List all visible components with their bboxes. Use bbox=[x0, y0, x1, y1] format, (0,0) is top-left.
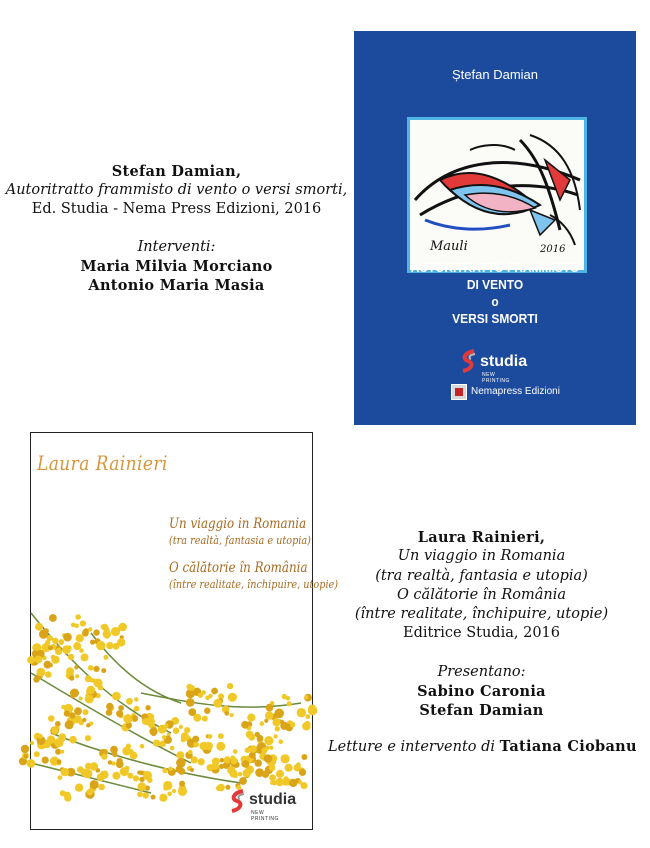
mimosa-blossom bbox=[30, 741, 34, 745]
mimosa-blossom bbox=[255, 759, 262, 766]
mimosa-blossom bbox=[126, 698, 133, 705]
mimosa-blossom bbox=[188, 750, 193, 755]
cover2-subtitle-ro: (între realitate, închipuire, utopie) bbox=[169, 578, 339, 591]
mimosa-blossom bbox=[83, 709, 89, 715]
abstract-painting bbox=[410, 120, 584, 270]
event2-presenter: Sabino Caronia bbox=[417, 683, 546, 701]
mimosa-blossom bbox=[296, 762, 301, 767]
mimosa-blossom bbox=[140, 744, 145, 749]
mimosa-blossom bbox=[86, 723, 90, 727]
mimosa-blossom bbox=[145, 705, 150, 710]
mimosa-blossom bbox=[176, 758, 186, 768]
mimosa-blossom bbox=[27, 656, 35, 664]
studia-logo-word: studia bbox=[480, 353, 528, 370]
event2-readings-person: Tatiana Ciobanu bbox=[499, 738, 637, 755]
mimosa-blossom bbox=[172, 789, 176, 793]
mimosa-blossom bbox=[103, 655, 108, 660]
book-cover-autoritratto bbox=[354, 31, 636, 425]
mimosa-blossom bbox=[193, 714, 201, 722]
mimosa-blossom bbox=[81, 653, 89, 661]
cover1-title-line: VERSI SMORTI bbox=[452, 311, 538, 326]
mimosa-blossom bbox=[208, 734, 213, 739]
mimosa-blossom bbox=[247, 714, 255, 722]
mimosa-blossom bbox=[88, 665, 94, 671]
mimosa-blossom bbox=[173, 727, 180, 734]
mimosa-blossom bbox=[202, 716, 208, 722]
mimosa-blossom bbox=[190, 768, 194, 772]
mimosa-blossom bbox=[42, 757, 49, 764]
mimosa-blossom bbox=[48, 715, 55, 722]
mimosa-blossom bbox=[51, 656, 59, 664]
event2-presenter: Stefan Damian bbox=[419, 702, 544, 720]
mimosa-blossom bbox=[176, 751, 184, 759]
cover2-title-ro: O călătorie în România bbox=[169, 560, 308, 576]
mimosa-blossom bbox=[189, 685, 195, 691]
mimosa-blossom bbox=[205, 696, 210, 701]
mimosa-blossom bbox=[74, 665, 78, 669]
mimosa-blossom bbox=[159, 794, 167, 802]
mimosa-blossom bbox=[282, 694, 287, 699]
mimosa-blossom bbox=[216, 742, 225, 751]
mimosa-blossom bbox=[116, 710, 123, 717]
mimosa-blossom bbox=[64, 794, 71, 801]
mimosa-blossom bbox=[241, 721, 249, 729]
event2-line: O călătorie în România bbox=[396, 586, 567, 603]
mimosa-blossom bbox=[77, 766, 84, 773]
mimosa-blossom bbox=[211, 688, 218, 695]
mimosa-blossom bbox=[201, 690, 206, 695]
mimosa-blossom bbox=[24, 754, 29, 759]
event2-line: (tra realtà, fantasia e utopia) bbox=[375, 567, 588, 584]
mimosa-blossom bbox=[178, 787, 187, 796]
mimosa-blossom bbox=[217, 784, 225, 792]
event1-speakers-label: Interventi: bbox=[137, 239, 216, 255]
mimosa-blossom bbox=[269, 746, 273, 750]
mimosa-blossom bbox=[264, 754, 273, 763]
mimosa-blossom bbox=[151, 795, 156, 800]
mimosa-blossom bbox=[276, 778, 284, 786]
mimosa-blossom bbox=[71, 623, 76, 628]
artist-signature: Mauli bbox=[430, 239, 468, 254]
mimosa-blossom bbox=[90, 762, 98, 770]
mimosa-blossom bbox=[111, 627, 120, 636]
mimosa-blossom bbox=[59, 639, 65, 645]
mimosa-blossom bbox=[38, 734, 43, 739]
mimosa-blossom bbox=[192, 736, 199, 743]
mimosa-blossom bbox=[246, 731, 254, 739]
mimosa-blossom bbox=[245, 747, 251, 753]
mimosa-blossom bbox=[302, 722, 311, 731]
mimosa-blossom bbox=[186, 698, 195, 707]
mimosa-blossom bbox=[191, 756, 198, 763]
mimosa-blossom bbox=[85, 735, 91, 741]
mimosa-blossom bbox=[162, 768, 167, 773]
event2-line: Un viaggio in Romania bbox=[397, 548, 566, 565]
mimosa-blossom bbox=[199, 742, 208, 751]
cover1-title-line: DI VENTO bbox=[466, 277, 524, 292]
mimosa-blossom bbox=[264, 736, 273, 745]
mimosa-blossom bbox=[181, 732, 189, 740]
mimosa-blossom bbox=[123, 714, 132, 723]
mimosa-blossom bbox=[101, 753, 107, 759]
mimosa-blossom bbox=[64, 711, 70, 717]
mimosa-blossom bbox=[143, 792, 149, 798]
mimosa-blossom bbox=[45, 671, 52, 678]
mimosa-blossom bbox=[137, 791, 143, 797]
mimosa-blossom bbox=[44, 661, 52, 669]
mimosa-blossom bbox=[280, 722, 288, 730]
mimosa-blossom bbox=[55, 648, 62, 655]
mimosa-blossom bbox=[90, 780, 99, 789]
mimosa-blossom bbox=[260, 721, 265, 726]
mimosa-blossom bbox=[279, 739, 284, 744]
mimosa-blossom bbox=[227, 767, 234, 774]
mimosa-blossom bbox=[110, 746, 118, 754]
mimosa-blossom bbox=[198, 758, 205, 765]
cover2-author: Laura Rainieri bbox=[37, 451, 168, 475]
mimosa-blossom bbox=[285, 764, 293, 772]
mimosa-blossom bbox=[238, 772, 243, 777]
mimosa-blossom bbox=[70, 694, 74, 698]
event2-info bbox=[313, 528, 650, 721]
mimosa-blossom bbox=[101, 668, 106, 673]
mimosa-blossom bbox=[96, 641, 105, 650]
cover1-artwork bbox=[407, 117, 587, 273]
mimosa-blossom bbox=[269, 774, 276, 781]
mimosa-illustration bbox=[31, 433, 314, 831]
mimosa-blossom bbox=[262, 771, 269, 778]
event2-publisher: Editrice Studia, 2016 bbox=[403, 625, 560, 642]
mimosa-blossom bbox=[242, 760, 249, 767]
mimosa-blossom bbox=[193, 742, 199, 748]
mimosa-blossom bbox=[233, 749, 238, 754]
mimosa-blossom bbox=[168, 767, 172, 771]
mimosa-blossom bbox=[218, 733, 224, 739]
mimosa-blossom bbox=[21, 745, 29, 753]
mimosa-blossom bbox=[265, 711, 273, 719]
mimosa-blossom bbox=[62, 645, 71, 654]
mimosa-blossom bbox=[225, 711, 230, 716]
mimosa-blossom bbox=[266, 704, 274, 712]
mimosa-blossom bbox=[75, 674, 79, 678]
mimosa-blossom bbox=[98, 784, 105, 791]
mimosa-blossom bbox=[106, 703, 113, 710]
mimosa-blossom bbox=[82, 630, 89, 637]
mimosa-blossom bbox=[163, 786, 168, 791]
mimosa-blossom bbox=[281, 754, 290, 763]
cover1-title-line: AUTORITRATTO FRAMMISTO bbox=[410, 260, 580, 275]
event1-info bbox=[0, 162, 353, 295]
event2-readings-label: Letture e intervento di bbox=[328, 739, 496, 755]
mimosa-blossom bbox=[274, 709, 284, 719]
mimosa-blossom bbox=[93, 629, 99, 635]
mimosa-blossom bbox=[106, 642, 113, 649]
mimosa-blossom bbox=[73, 642, 81, 650]
mimosa-blossom bbox=[45, 640, 50, 645]
mimosa-blossom bbox=[134, 706, 140, 712]
mimosa-blossom bbox=[93, 666, 99, 672]
mimosa-blossom bbox=[272, 718, 280, 726]
mimosa-blossom bbox=[75, 614, 81, 620]
nemapress-icon bbox=[451, 384, 467, 400]
mimosa-blossom bbox=[233, 774, 238, 779]
mimosa-blossom bbox=[37, 668, 46, 677]
studia-logo-sub: NEW PRINTING bbox=[482, 372, 510, 384]
mimosa-blossom bbox=[87, 686, 95, 694]
mimosa-blossom bbox=[239, 777, 247, 785]
event2-presenters-label: Presentano: bbox=[437, 663, 526, 680]
event1-publisher: Ed. Studia - Nema Press Edizioni, 2016 bbox=[31, 201, 322, 217]
mimosa-blossom bbox=[213, 699, 222, 708]
mimosa-blossom bbox=[204, 708, 210, 714]
mimosa-blossom bbox=[60, 790, 66, 796]
cover1-author: Ștefan Damian bbox=[452, 67, 538, 82]
event1-speaker: Antonio Maria Masia bbox=[88, 277, 265, 294]
book-cover-viaggio bbox=[30, 432, 339, 830]
mimosa-blossom bbox=[149, 727, 157, 735]
mimosa-blossom bbox=[66, 667, 74, 675]
mimosa-blossom bbox=[76, 634, 84, 642]
mimosa-blossom bbox=[257, 735, 264, 742]
cover1-title bbox=[365, 259, 624, 327]
mimosa-blossom bbox=[167, 792, 172, 797]
mimosa-blossom bbox=[249, 752, 256, 759]
mimosa-blossom bbox=[85, 694, 94, 703]
event1-speaker: Maria Milvia Morciano bbox=[80, 258, 273, 275]
event2-author: Laura Rainieri, bbox=[417, 529, 546, 546]
mimosa-blossom bbox=[103, 630, 111, 638]
mimosa-blossom bbox=[134, 697, 138, 701]
mimosa-blossom bbox=[179, 781, 185, 787]
mimosa-blossom bbox=[94, 679, 103, 688]
mimosa-blossom bbox=[69, 736, 77, 744]
mimosa-blossom bbox=[228, 693, 237, 702]
mimosa-blossom bbox=[88, 627, 92, 631]
mimosa-blossom bbox=[184, 727, 190, 733]
mimosa-blossom bbox=[126, 744, 131, 749]
mimosa-blossom bbox=[80, 620, 86, 626]
mimosa-blossom bbox=[54, 738, 63, 747]
mimosa-blossom bbox=[120, 767, 129, 776]
event2-line: (între realitate, închipuire, utopie) bbox=[354, 606, 609, 623]
mimosa-blossom bbox=[304, 695, 308, 699]
mimosa-blossom bbox=[112, 692, 121, 701]
mimosa-blossom bbox=[112, 772, 120, 780]
event1-author: Stefan Damian, bbox=[111, 163, 242, 180]
mimosa-blossom bbox=[65, 720, 74, 729]
mimosa-blossom bbox=[298, 780, 302, 784]
mimosa-blossom bbox=[79, 697, 83, 701]
mimosa-blossom bbox=[297, 708, 306, 717]
studia-logo-icon bbox=[460, 349, 478, 373]
mimosa-blossom bbox=[129, 749, 134, 754]
mimosa-blossom bbox=[51, 727, 58, 734]
mimosa-blossom bbox=[74, 707, 82, 715]
mimosa-blossom bbox=[48, 645, 53, 650]
mimosa-blossom bbox=[170, 746, 175, 751]
studia-logo-word: studia bbox=[249, 791, 297, 808]
mimosa-blossom bbox=[162, 735, 167, 740]
nemapress-label: Nemapress Edizioni bbox=[471, 386, 560, 397]
mimosa-blossom bbox=[231, 758, 238, 765]
studia-logo-sub: NEW PRINTING bbox=[251, 810, 279, 822]
mimosa-blossom bbox=[179, 725, 183, 729]
cover2-title-it: Un viaggio in Romania bbox=[169, 516, 307, 532]
mimosa-blossom bbox=[275, 726, 280, 731]
mimosa-blossom bbox=[117, 638, 125, 646]
mimosa-blossom bbox=[49, 614, 57, 622]
mimosa-blossom bbox=[178, 768, 185, 775]
event2-readings bbox=[328, 738, 637, 755]
mimosa-blossom bbox=[70, 713, 76, 719]
mimosa-blossom bbox=[133, 775, 139, 781]
mimosa-blossom bbox=[150, 719, 155, 724]
cover2-subtitle-it: (tra realtà, fantasia e utopia) bbox=[169, 534, 311, 547]
mimosa-blossom bbox=[305, 714, 310, 719]
mimosa-blossom bbox=[138, 782, 147, 791]
mimosa-blossom bbox=[158, 725, 167, 734]
mimosa-blossom bbox=[60, 750, 64, 754]
mimosa-blossom bbox=[118, 705, 124, 711]
mimosa-blossom bbox=[290, 722, 295, 727]
mimosa-blossom bbox=[274, 734, 278, 738]
mimosa-blossom bbox=[58, 775, 63, 780]
mimosa-blossom bbox=[106, 709, 113, 716]
mimosa-blossom bbox=[220, 758, 225, 763]
mimosa-blossom bbox=[61, 705, 65, 709]
mimosa-blossom bbox=[63, 633, 72, 642]
mimosa-blossom bbox=[90, 640, 95, 645]
mimosa-blossom bbox=[57, 759, 62, 764]
mimosa-blossom bbox=[34, 751, 40, 757]
mimosa-blossom bbox=[230, 713, 234, 717]
mimosa-blossom bbox=[47, 736, 55, 744]
event1-book-title: Autoritratto frammisto di vento o versi smorti, bbox=[5, 182, 348, 198]
mimosa-blossom bbox=[287, 701, 292, 706]
mimosa-blossom bbox=[82, 718, 86, 722]
mimosa-blossom bbox=[108, 760, 112, 764]
mimosa-blossom bbox=[116, 760, 124, 768]
mimosa-blossom bbox=[249, 745, 257, 753]
mimosa-blossom bbox=[39, 630, 48, 639]
cover1-title-line: o bbox=[491, 294, 499, 309]
mimosa-blossom bbox=[35, 656, 43, 664]
mimosa-blossom bbox=[75, 784, 83, 792]
mimosa-blossom bbox=[143, 771, 152, 780]
artist-signature-year: 2016 bbox=[540, 244, 566, 255]
mimosa-blossom bbox=[153, 740, 160, 747]
mimosa-blossom bbox=[289, 779, 297, 787]
mimosa-blossom bbox=[276, 770, 284, 778]
mimosa-blossom bbox=[97, 773, 105, 781]
mimosa-blossom bbox=[299, 769, 306, 776]
mimosa-blossom bbox=[227, 683, 233, 689]
mimosa-blossom bbox=[61, 768, 69, 776]
mimosa-blossom bbox=[52, 638, 58, 644]
mimosa-blossom bbox=[211, 762, 219, 770]
mimosa-blossom bbox=[27, 759, 36, 768]
mimosa-blossom bbox=[68, 654, 74, 660]
mimosa-blossom bbox=[301, 754, 307, 760]
mimosa-blossom bbox=[35, 623, 43, 631]
studia-logo-icon bbox=[229, 789, 247, 813]
mimosa-blossom bbox=[69, 676, 74, 681]
